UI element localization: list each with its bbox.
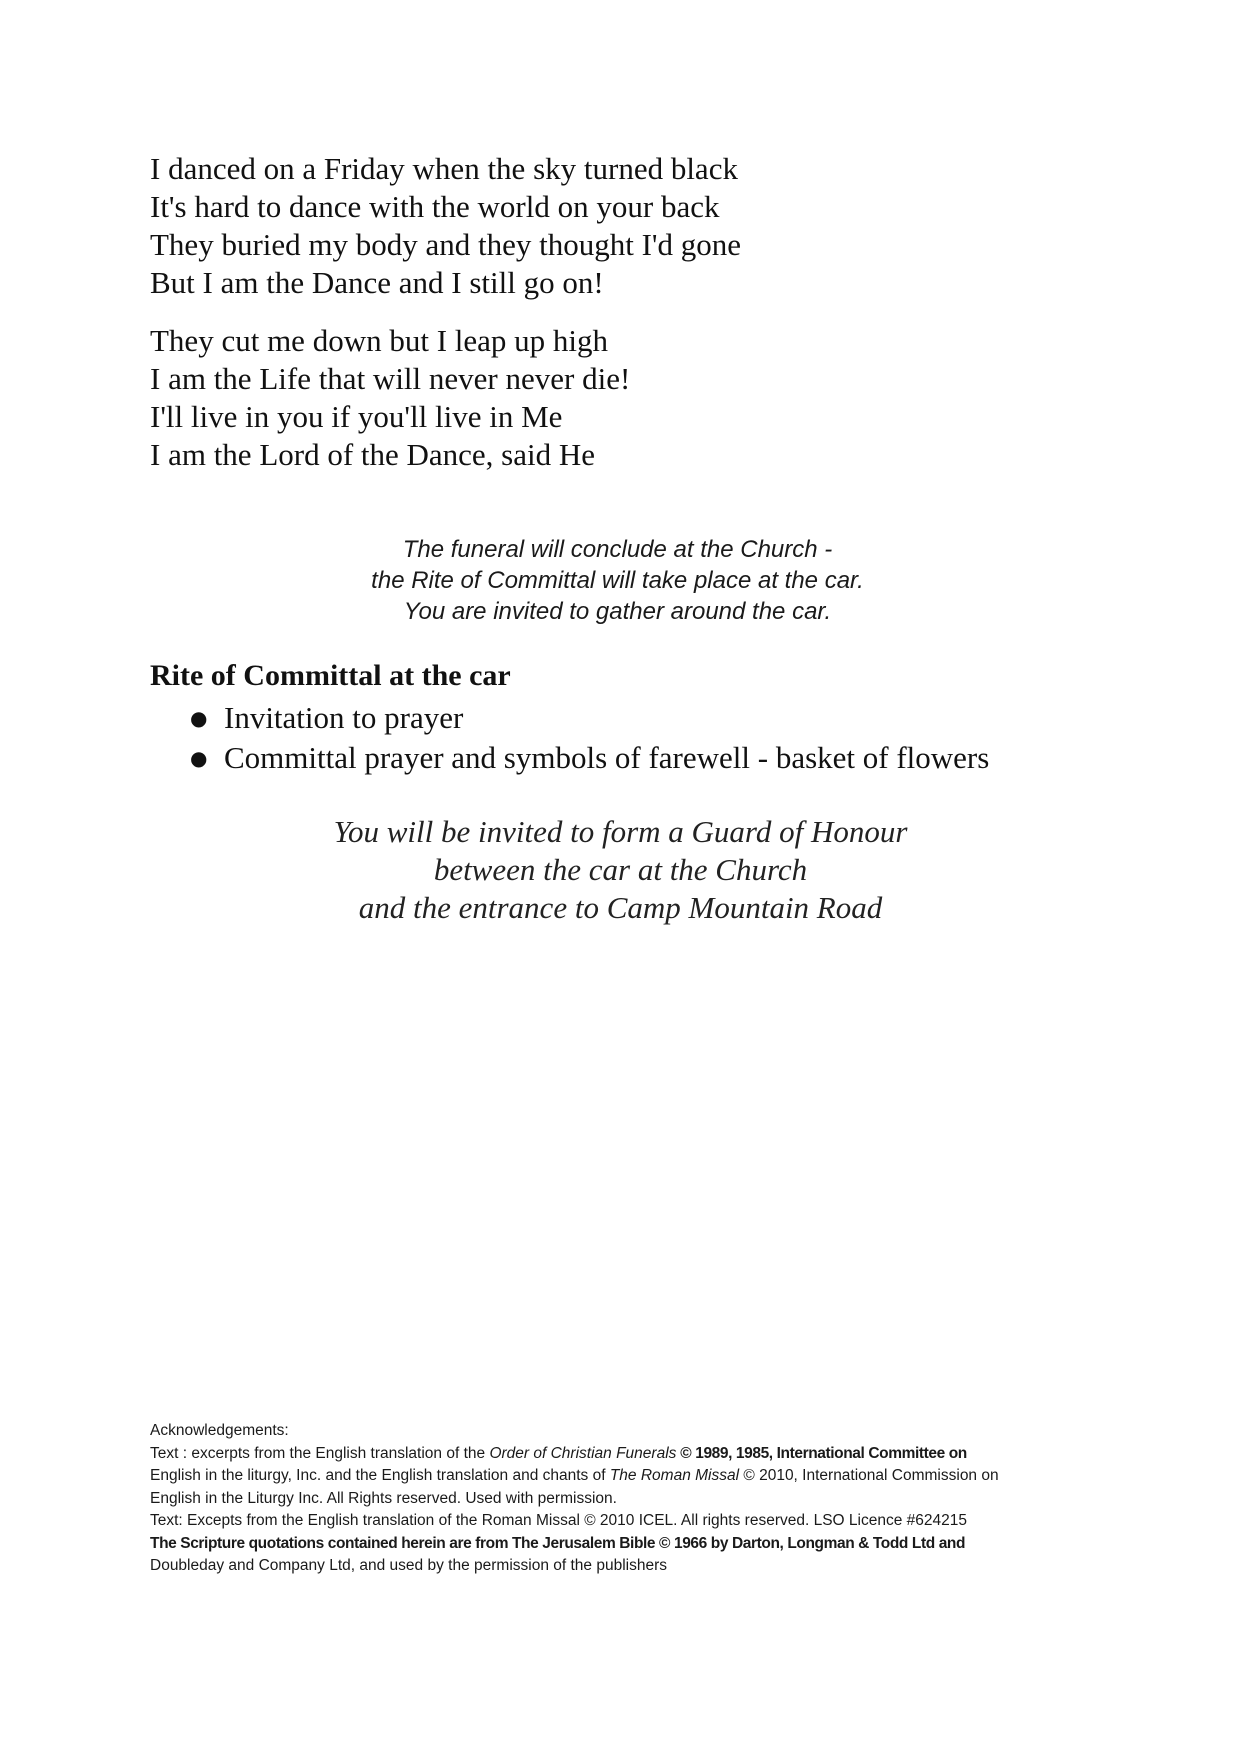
ack-text: © 2010, International Commission on: [739, 1467, 999, 1484]
ack-line: English in the Liturgy Inc. All Rights reserved. Used with permission.: [150, 1489, 617, 1507]
ack-line: Doubleday and Company Ltd, and used by the permission of the publishers: [150, 1557, 667, 1574]
church-conclusion-note: [0, 534, 1241, 627]
verse-line: They cut me down but I leap up high: [150, 323, 609, 358]
note-line: You are invited to gather around the car.: [403, 598, 832, 625]
ack-line: Text: Excepts from the English translation of the Roman Missal © 2010 ICEL. All rights reserved. LSO Licence #624215: [150, 1512, 967, 1529]
ack-line: [150, 1443, 1110, 1466]
hymn-verse-2: [150, 322, 630, 474]
verse-line: They buried my body and they thought I'd gone: [150, 227, 742, 262]
ack-line: The Scripture quotations contained herein are from The Jerusalem Bible © 1966 by Darton, Longman & Todd Ltd and: [150, 1534, 966, 1552]
guard-of-honour-note: [0, 813, 1241, 927]
note-line: the Rite of Committal will take place at the car.: [371, 567, 864, 594]
note-line: and the entrance to Camp Mountain Road: [358, 890, 883, 925]
bullet-icon: ●: [190, 746, 208, 770]
ack-line: [150, 1465, 1110, 1488]
hymn-verse-1: [150, 150, 741, 302]
verse-line: But I am the Dance and I still go on!: [150, 265, 604, 300]
list-item: [150, 738, 989, 778]
verse-line: It's hard to dance with the world on your back: [150, 189, 720, 224]
ack-title: Acknowledgements:: [150, 1422, 289, 1439]
list-item: [150, 698, 989, 738]
rite-heading: Rite of Committal at the car: [150, 659, 511, 692]
ack-work-title: The Roman Missal: [609, 1467, 740, 1484]
acknowledgements: [150, 1420, 1110, 1578]
verse-line: I am the Life that will never never die!: [150, 361, 631, 396]
ack-text-bold: © 1989, 1985, International Committee on: [676, 1444, 967, 1462]
note-line: You will be invited to form a Guard of Honour: [333, 814, 908, 849]
rite-list: [150, 698, 989, 778]
note-line: The funeral will conclude at the Church -: [402, 536, 833, 563]
verse-line: I am the Lord of the Dance, said He: [150, 437, 596, 472]
ack-work-title: Order of Christian Funerals: [489, 1444, 677, 1462]
ack-text: English in the liturgy, Inc. and the English translation and chants of: [150, 1467, 610, 1484]
list-item-text: Committal prayer and symbols of farewell - basket of flowers: [224, 740, 990, 775]
list-item-text: Invitation to prayer: [224, 700, 464, 735]
verse-line: I danced on a Friday when the sky turned black: [150, 151, 738, 186]
ack-text: Text : excerpts from the English translation of the: [150, 1444, 490, 1462]
bullet-icon: ●: [190, 706, 208, 730]
note-line: between the car at the Church: [433, 852, 808, 887]
verse-line: I'll live in you if you'll live in Me: [150, 399, 563, 434]
